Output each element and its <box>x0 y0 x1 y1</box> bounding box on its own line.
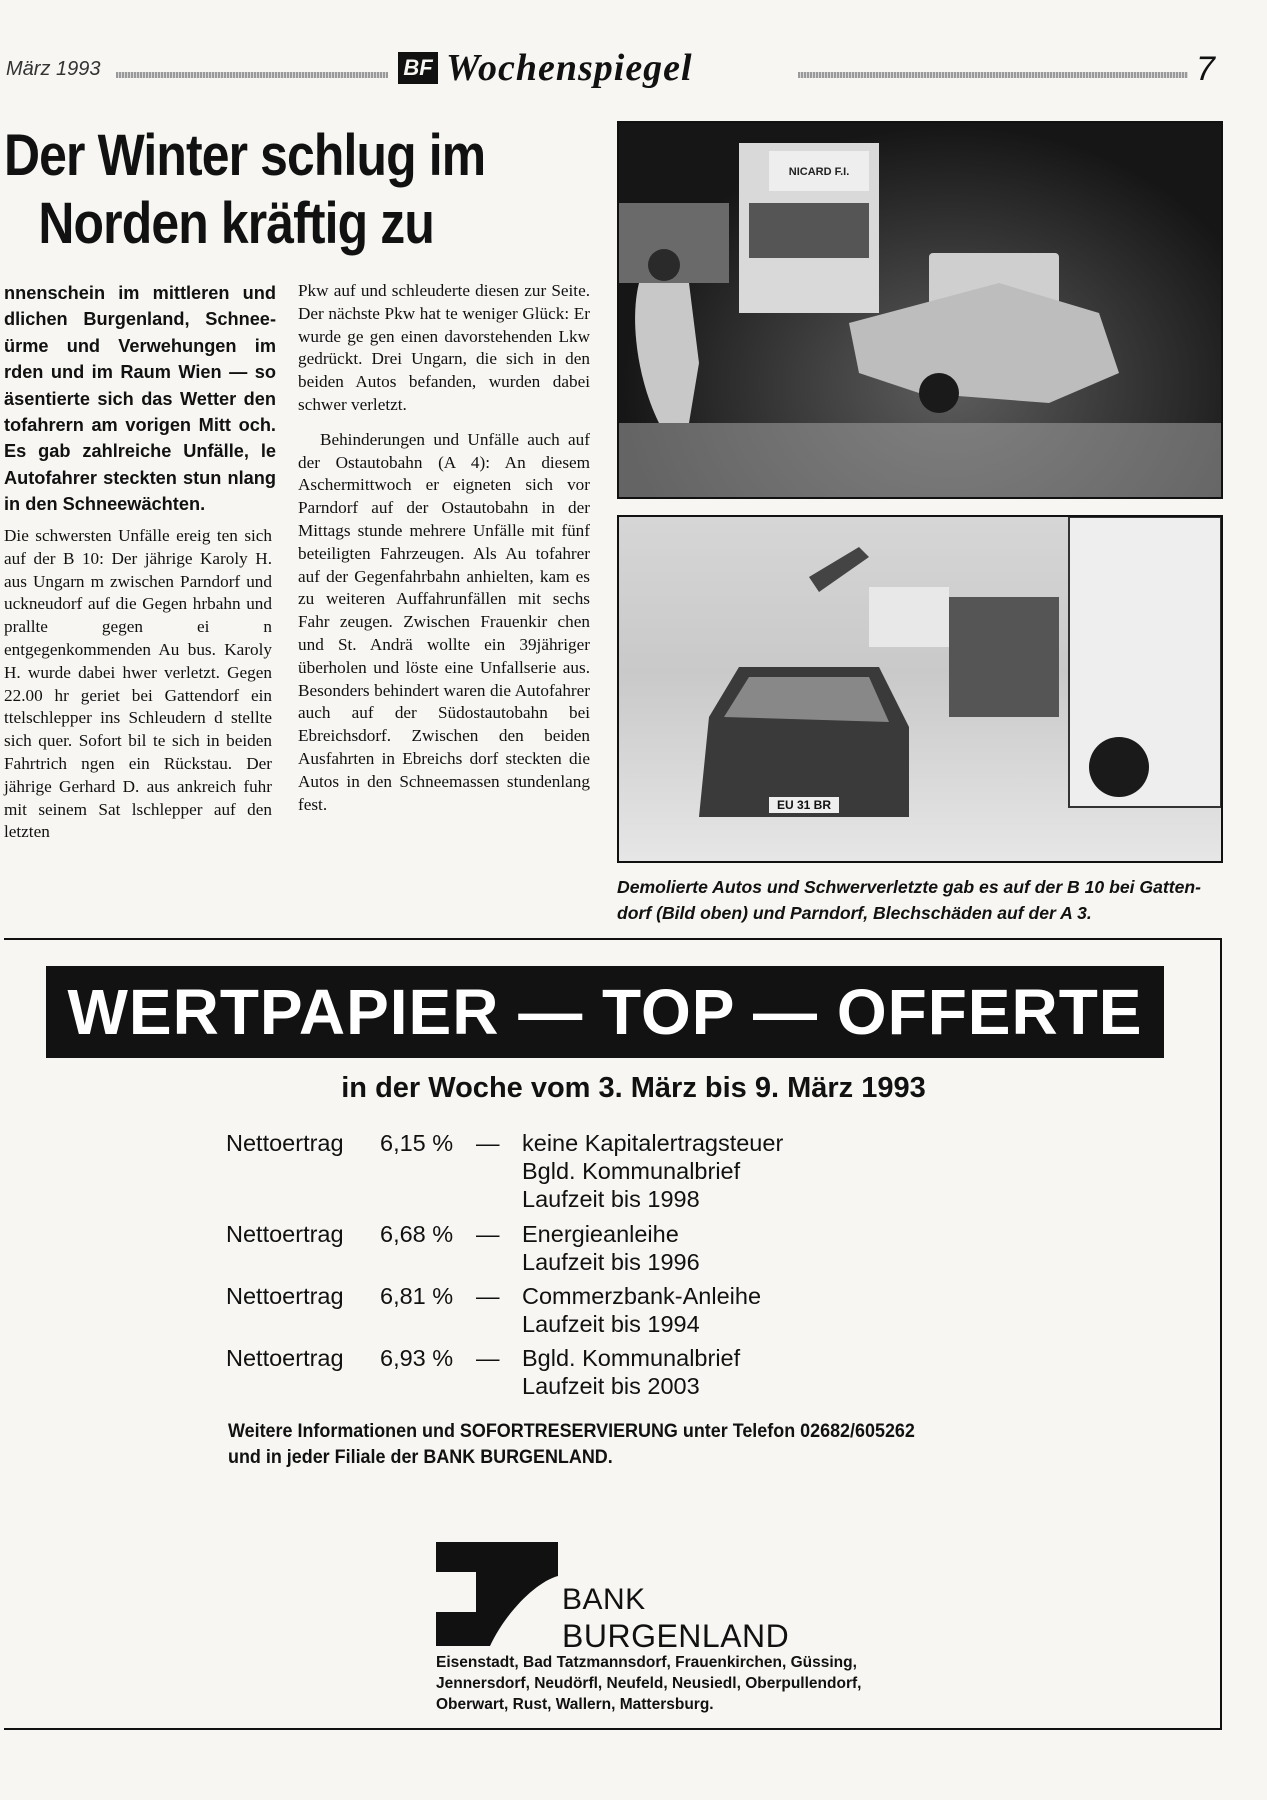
headline-line-1: Der Winter schlug im <box>4 123 486 188</box>
article-column-1: Die schwersten Unfälle ereig ten sich auf der B 10: Der jährige Karoly H. aus Ungarn m zwischen Parndorf und uckneudorf auf die Gegen hrbahn und prallte gegen ei n entgegenkommenden Au bus. Karoly H. wurde dabei hwer verletzt. Gegen 22.00 hr geriet bei Gattendorf ein ttelschlepper ins Schleudern d stellte sich quer. Sofort bil te sich in beiden Fahrtrich ngen ein Rückstau. Der jährige Gerhard D. aus ankreich fuhr mit seinem Sat lschlepper auf den letzten <box>4 526 272 842</box>
photo-caption: Demolierte Autos und Schwerverletzte gab es auf der B 10 bei Gatten dorf (Bild oben) und Parndorf, Blechschäden auf der A 3. <box>617 877 1201 923</box>
headline-line-2: Norden kräftig zu <box>38 191 434 257</box>
offer-dash: — <box>476 1345 500 1371</box>
offer-line: Commerzbank-Anleihe <box>522 1283 762 1309</box>
truck-sign: NICARD F.I. <box>788 166 850 178</box>
offer-dash: — <box>476 1221 500 1247</box>
offer-label: Nettoertrag <box>226 1221 344 1247</box>
offer-line: Laufzeit bis 1994 <box>522 1311 700 1337</box>
offer-label: Nettoertrag <box>226 1345 344 1371</box>
bank-burgenland-logo-icon <box>436 1542 558 1646</box>
publication-title: Wochenspiegel <box>446 47 693 89</box>
bank-branches <box>436 1652 876 1715</box>
article-paragraph: Behinderungen und Unfälle auch auf der Ostautobahn (A 4): An diesem Aschermittwoch er eigneten sich vor Parndorf auf der Ostautobahn in der Mittags stunde mehrere Unfälle mit fünf beteiligten Fahrzeugen. Als Au tofahrer auf der Gegenfahrbahn anhielten, kam es zu weiteren Auffahrunfällen mit sechs Fahr zeugen. Zwischen Frauenkir chen und St. Andrä wollte ein 39jähriger überholen und löste eine Unfallserie aus. Besonders behindert waren die Autofahrer auch auf der Südostautobahn bei Ebreichsdorf. Zwischen den beiden Ausfahrten in Ebreichs dorf steckten die Autos in den Schneemassen stundenlang fest. <box>298 429 590 814</box>
ad-banner: WERTPAPIER — TOP — OFFERTE <box>46 966 1164 1058</box>
offer-line: Laufzeit bis 1998 <box>522 1186 700 1212</box>
bank-name-line-1: BANK <box>562 1583 646 1616</box>
contact-line: Weitere Informationen und SOFORTRESERVIERUNG unter Telefon 02682/605262 <box>228 1420 915 1442</box>
offer-dash: — <box>476 1283 500 1309</box>
offer-rate: 6,68 % <box>380 1221 454 1247</box>
header-rule-right <box>798 72 1188 78</box>
offer-line: Laufzeit bis 1996 <box>522 1249 700 1275</box>
photo-truck-accident <box>617 121 1223 499</box>
offer-description <box>522 1282 761 1338</box>
offer-line: Bgld. Kommunalbrief <box>522 1345 741 1371</box>
contact-line: und in jeder Filiale der BANK BURGENLAND. <box>228 1446 613 1468</box>
article-headline <box>4 122 520 259</box>
license-plate: EU 31 BR <box>776 798 832 812</box>
publication-logo-mark: BF <box>398 52 438 84</box>
offer-description <box>522 1220 700 1276</box>
offer-rate: 6,81 % <box>380 1283 454 1309</box>
header-date: März 1993 <box>6 58 101 80</box>
offer-description <box>522 1344 740 1400</box>
offer-rate: 6,93 % <box>380 1345 454 1371</box>
offer-rate: 6,15 % <box>380 1130 454 1156</box>
photo-autobahn-crash <box>617 515 1223 863</box>
page-number: 7 <box>1196 50 1215 88</box>
photo-truck-accident-drawing <box>619 123 1221 497</box>
offer-line: Laufzeit bis 2003 <box>522 1373 700 1399</box>
offer-line: Energieanleihe <box>522 1221 679 1247</box>
bank-name-line-2: BURGENLAND <box>562 1618 790 1654</box>
ad-week: in der Woche vom 3. März bis 9. März 1993 <box>341 1072 926 1104</box>
ad-contact-info <box>228 1418 982 1470</box>
article-paragraph: Pkw auf und schleuderte diesen zur Seite. Der nächste Pkw hat te weniger Glück: Er wurde ge gen einen davorstehenden Lkw gedrückt. Drei Ungarn, die sich in den beiden Autos befanden, wurden dabei schwer verletzt. <box>298 281 590 414</box>
branches-line: Oberwart, Rust, Wallern, Mattersburg. <box>436 1696 714 1713</box>
offer-dash: — <box>476 1130 500 1156</box>
bank-name <box>562 1582 789 1654</box>
branches-line: Jennersdorf, Neudörfl, Neufeld, Neusiedl, Oberpullendorf, <box>436 1675 862 1692</box>
offer-label: Nettoertrag <box>226 1283 344 1309</box>
branches-line: Eisenstadt, Bad Tatzmannsdorf, Frauenkirchen, Güssing, <box>436 1654 857 1671</box>
article-lead: nnenschein im mittleren und dlichen Burgenland, Schnee ürme und Verwehungen im rden und im Raum Wien — so äsentierte sich das Wetter den tofahrern am vorigen Mitt och. Es gab zahlreiche Unfälle, le Autofahrer steckten stun nlang in den Schneewächten. <box>4 283 276 515</box>
offer-label: Nettoertrag <box>226 1130 344 1156</box>
photo-autobahn-crash-drawing <box>619 517 1221 861</box>
article-column-2 <box>298 280 590 816</box>
offer-line: keine Kapitalertragsteuer <box>522 1130 784 1156</box>
offer-description <box>522 1129 783 1213</box>
offer-line: Bgld. Kommunalbrief <box>522 1158 741 1184</box>
header-rule-left <box>116 72 388 78</box>
